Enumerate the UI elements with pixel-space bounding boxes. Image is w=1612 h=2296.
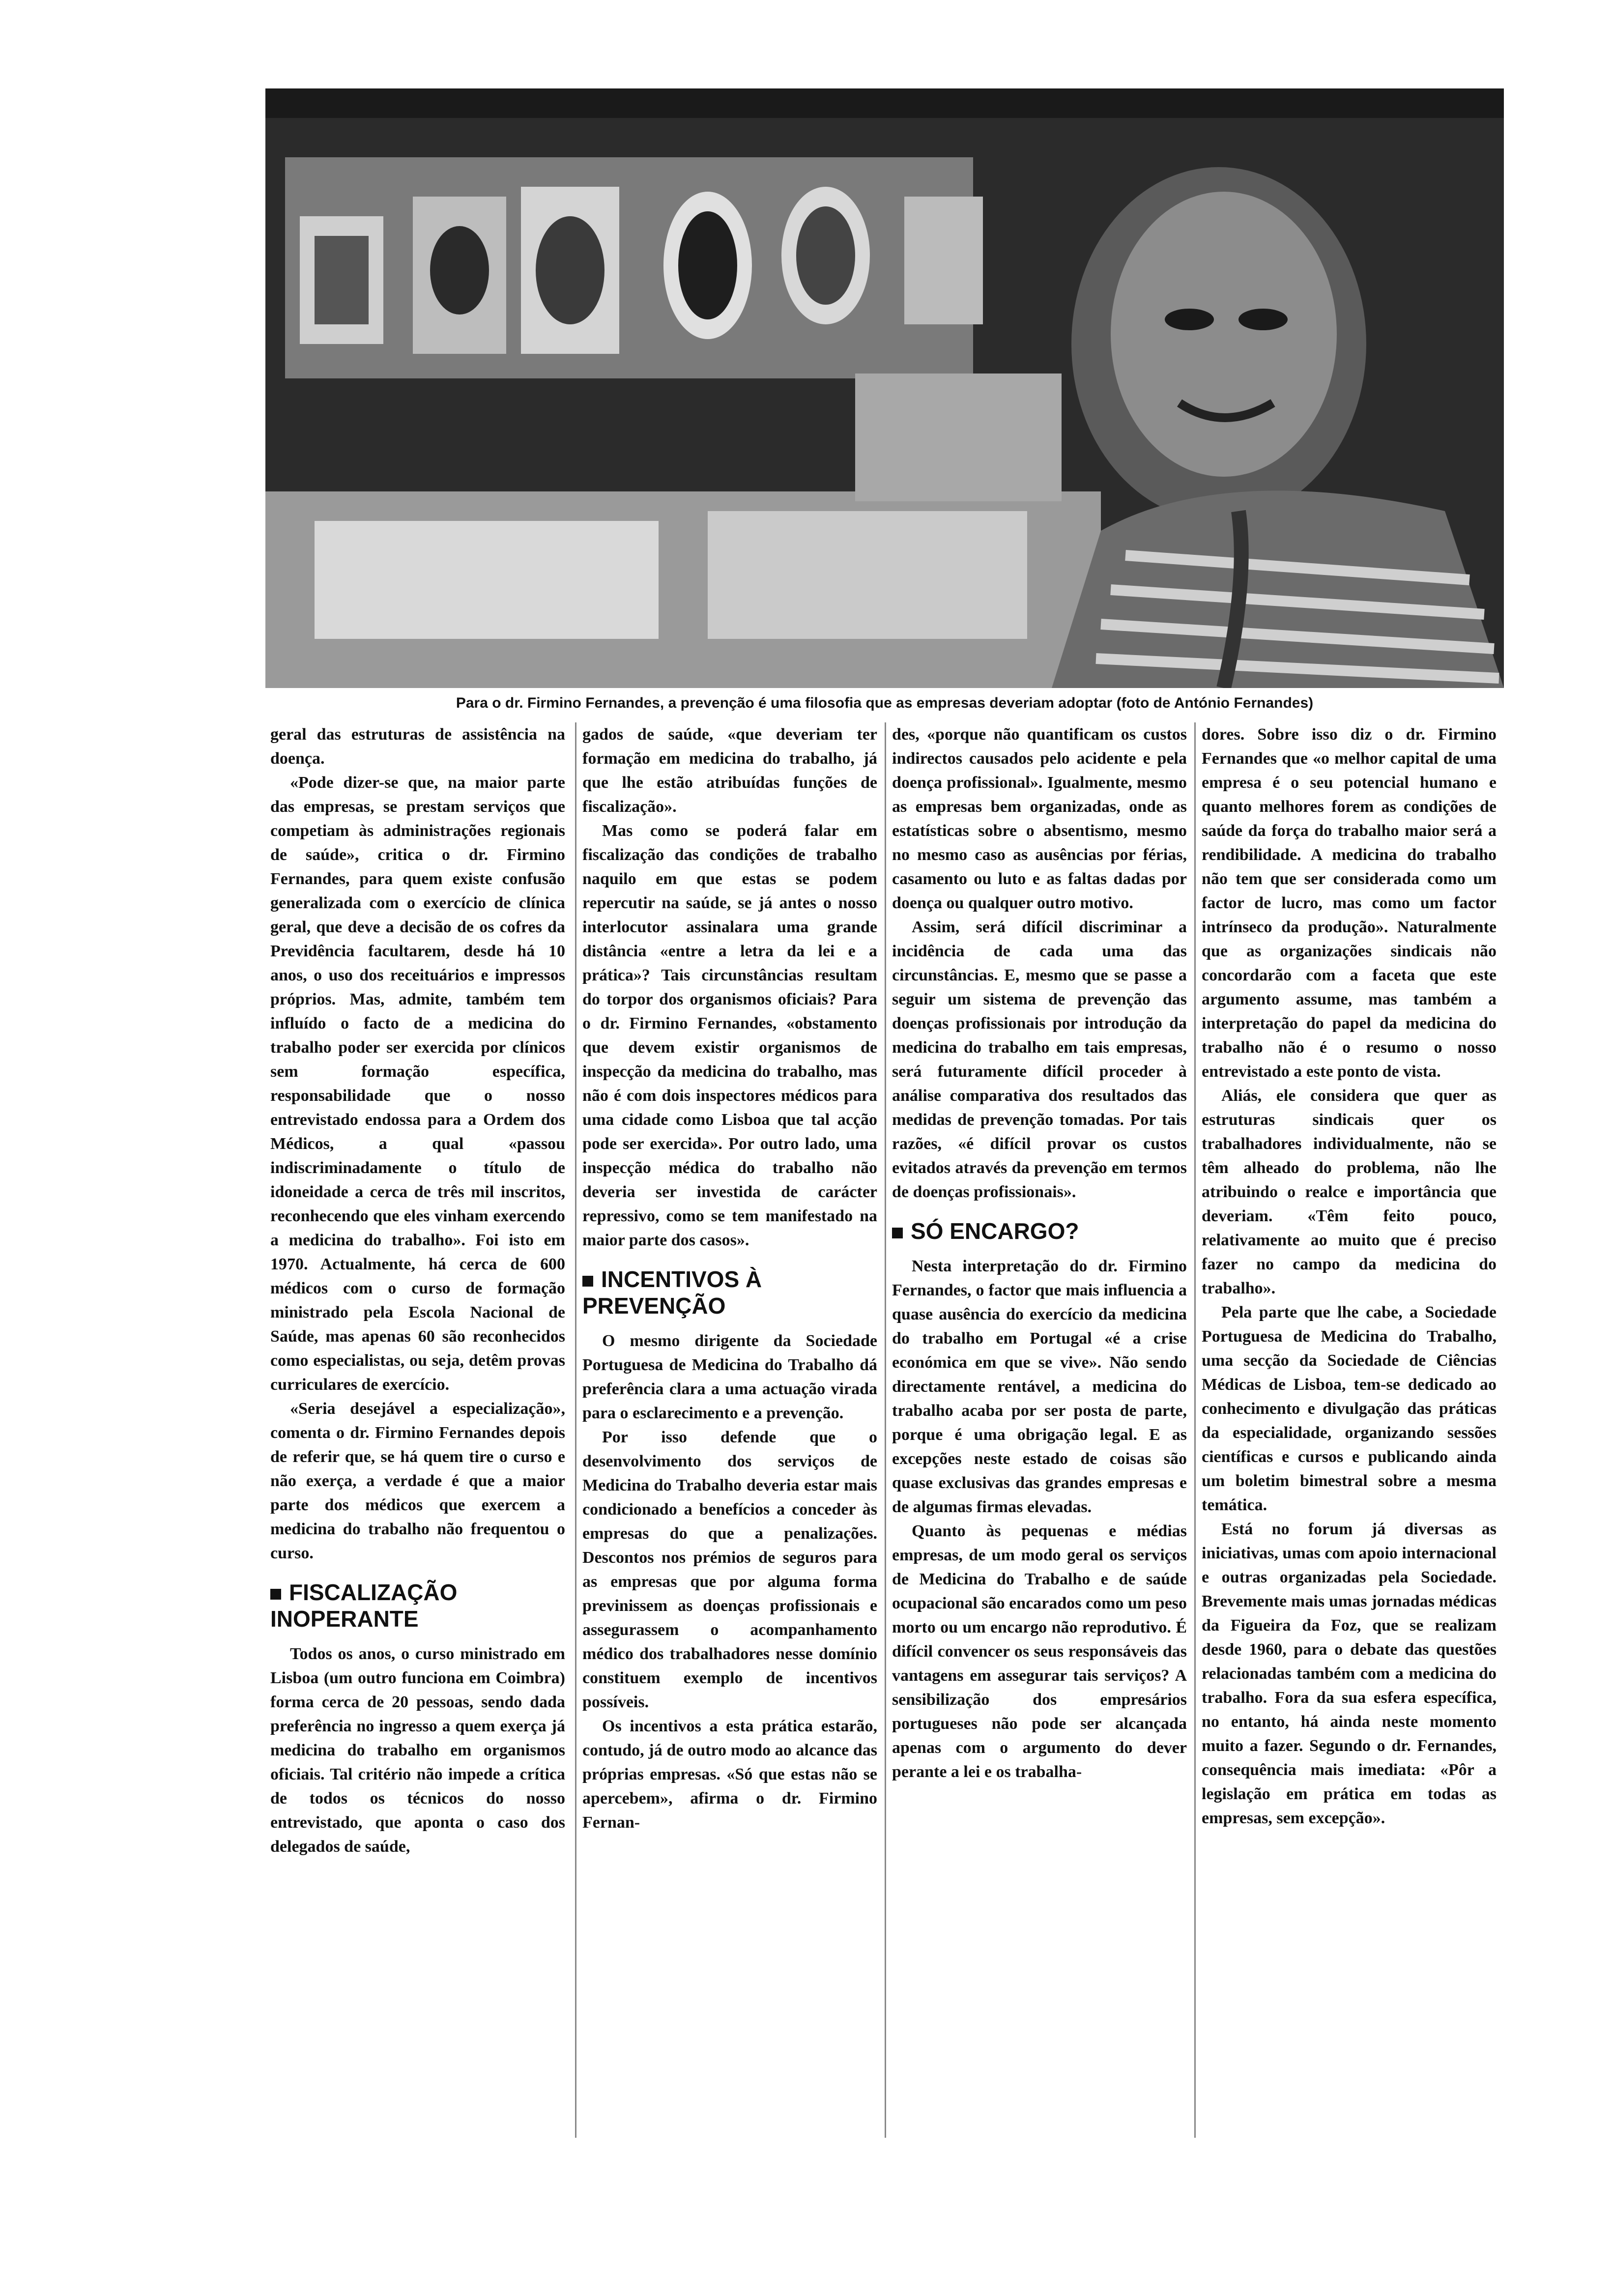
paragraph: dores. Sobre isso diz o dr. Firmino Fernandes que «o melhor capital de uma empresa é o seu potencial humano e quanto melhores forem as condições de saúde da força do trabalho maior será a rendibilidade. A medicina do trabalho não tem que ser considerada como um factor de lucro, mas como um factor intrínseco da produção». Naturalmente que as organizações sindicais não concordarão com a faceta que este argumento assume, mas também a interpretação do papel da medicina do trabalho não é o resumo o nosso entrevistado a este ponto de vista.	[1202, 725, 1497, 1081]
column-2	[582, 722, 877, 2138]
photo-illustration	[265, 88, 1504, 688]
paragraph: Por isso defende que o desenvolvimento dos serviços de Medicina do Trabalho deveria estar mais condicionado a benefícios a conceder às empresas do que a penalizações. Descontos nos prémios de seguros para as empresas que por alguma forma previnissem as doenças profissionais e assegurassem o acompanhamento médico dos trabalhadores nesse domínio constituem exemplo de incentivos possíveis.	[582, 1428, 877, 1711]
paragraph: gados de saúde, «que deveriam ter formação em medicina do trabalho, já que lhe estão atribuídas funções de fiscalização».	[582, 725, 877, 816]
paragraph: Nesta interpretação do dr. Firmino Fernandes, o factor que mais influencia a quase ausência do exercício da medicina do trabalho em Portugal «é a crise económica em que se vive». Não sendo directamente rentável, a medicina do trabalho acaba por ser posta de parte, porque é uma obrigação legal. E as excepções neste estado de coisas são quase exclusivas das grandes empresas e de algumas firmas elevadas.	[892, 1257, 1187, 1516]
paragraph: «Pode dizer-se que, na maior parte das empresas, se prestam serviços que competiam às administrações regionais de saúde», critica o dr. Firmino Fernandes, para quem existe confusão generalizada com o exercício de clínica geral, que deve a decisão de os cofres da Previdência facultarem, desde há 10 anos, o uso dos receituários e impressos próprios. Mas, admite, também tem influído o facto de a medicina do trabalho poder ser exercida por clínicos sem formação específica, responsabilidade que o nosso entrevistado endossa para a Ordem dos Médicos, a qual «passou indiscriminadamente o título de idoneidade a cerca de três mil inscritos, reconhecendo que eles vinham exercendo a medicina do trabalho». Foi isto em 1970. Actualmente, há cerca de 600 médicos com o curso de formação ministrado pela Escola Nacional de Saúde, mas apenas 60 são reconhecidos como especialistas, ou seja, detêm provas curriculares de exercício.	[270, 774, 565, 1394]
subheading-text: FISCALIZAÇÃO INOPERANTE	[270, 1579, 458, 1632]
paragraph: Quanto às pequenas e médias empresas, de um modo geral os serviços de Medicina do Trabalho e de saúde ocupacional são encarados como um peso morto ou um encargo não reprodutivo. É difícil convencer os seus responsáveis das vantagens em assegurar tais serviços? A sensibilização dos empresários portugueses não pode ser alcançada apenas com o argumento do dever perante a lei e os trabalha-	[892, 1522, 1187, 1781]
paragraph: O mesmo dirigente da Sociedade Portuguesa de Medicina do Trabalho dá preferência clara a uma actuação virada para o esclarecimento e a prevenção.	[582, 1332, 877, 1422]
photo-caption: Para o dr. Firmino Fernandes, a prevenção é uma filosofia que as empresas deveriam adoptar (foto de António Fernandes)	[265, 690, 1504, 716]
paragraph: geral das estruturas de assistência na doença.	[270, 725, 565, 768]
article-photo	[265, 88, 1504, 688]
paragraph: Aliás, ele considera que quer as estruturas sindicais quer os trabalhadores individualmente, não se têm alheado do problema, não lhe atribuindo o realce e importância que deveriam. «Têm feito pouco, relativamente ao muito que é preciso fazer no campo da medicina do trabalho».	[1202, 1087, 1497, 1297]
paragraph: Os incentivos a esta prática estarão, contudo, já de outro modo ao alcance das próprias empresas. «Só que estas não se apercebem», afirma o dr. Firmino Fernan-	[582, 1717, 877, 1832]
column-3	[892, 722, 1187, 2138]
subheading-text: SÓ ENCARGO?	[911, 1218, 1079, 1244]
subheading-text: INCENTIVOS À PREVENÇÃO	[582, 1266, 762, 1319]
paragraph: «Seria desejável a especialização», comenta o dr. Firmino Fernandes depois de referir que, se há quem tire o curso e não exerça, a verdade é que a maior parte dos médicos que exercem a medicina do trabalho não frequentou o curso.	[270, 1400, 565, 1562]
subheading	[270, 1579, 565, 1632]
paragraph: des, «porque não quantificam os custos indirectos causados pelo acidente e pela doença profissional». Igualmente, mesmo as empresas bem organizadas, onde as estatísticas sobre o absentismo, mesmo no mesmo caso as ausências por férias, casamento ou luto e as faltas dadas por doença ou qualquer outro motivo.	[892, 725, 1187, 912]
column-rule	[885, 722, 886, 2138]
paragraph: Mas como se poderá falar em fiscalização das condições de trabalho naquilo em que estas se podem repercutir na saúde, se já antes o nosso interlocutor assinalara uma grande distância «entre a letra da lei e a prática»? Tais circunstâncias resultam do torpor dos organismos oficiais? Para o dr. Firmino Fernandes, «obstamento que devem existir organismos de inspecção da medicina do trabalho, mas não é com dois inspectores médicos para uma cidade como Lisboa que tal acção pode ser exercida». Por outro lado, uma inspecção médica do trabalho não deveria ser investida de carácter repressivo, como se tem manifestado na maior parte dos casos».	[582, 822, 877, 1249]
paragraph: Está no forum já diversas as iniciativas, umas com apoio internacional e outras organizadas pela Sociedade. Brevemente mais umas jornadas médicas da Figueira da Foz, que se realizam desde 1960, para o debate das questões relacionadas também com a medicina do trabalho. Fora da sua esfera específica, no entanto, há ainda neste momento muito a fazer. Segundo o dr. Fernandes, consequência mais imediata: «Pôr a legislação em prática em todas as empresas, sem excepção».	[1202, 1520, 1497, 1827]
column-4	[1202, 722, 1497, 2138]
column-rule	[575, 722, 576, 2138]
paragraph: Assim, será difícil discriminar a incidência de cada uma das circunstâncias. E, mesmo que se passe a seguir um sistema de prevenção das doenças profissionais por introdução da medicina do trabalho em tais empresas, será futuramente difícil proceder à análise comparativa dos resultados das medidas de prevenção tomadas. Por tais razões, «é difícil provar os custos evitados através da prevenção em termos de doenças profissionais».	[892, 918, 1187, 1201]
subheading	[892, 1218, 1187, 1244]
bullet-icon	[270, 1589, 281, 1600]
column-1	[270, 722, 565, 2138]
column-rule	[1194, 722, 1196, 2138]
subheading	[582, 1266, 877, 1319]
article-body	[265, 722, 1504, 2138]
paragraph: Pela parte que lhe cabe, a Sociedade Portuguesa de Medicina do Trabalho, uma secção da Sociedade de Ciências Médicas de Lisboa, tem-se dedicado ao conhecimento e divulgação das práticas da especialidade, organizando sessões científicas e cursos e publicando ainda um boletim bimestral sobre a mesma temática.	[1202, 1303, 1497, 1514]
newspaper-clipping	[265, 88, 1504, 2157]
bullet-icon	[892, 1228, 903, 1238]
bullet-icon	[582, 1276, 593, 1287]
paragraph: Todos os anos, o curso ministrado em Lisboa (um outro funciona em Coimbra) forma cerca de 20 pessoas, sendo dada preferência no ingresso a quem exerça já medicina do trabalho em organismos oficiais. Tal critério não impede a crítica de todos os técnicos do nosso entrevistado, que aponta o caso dos delegados de saúde,	[270, 1645, 565, 1856]
